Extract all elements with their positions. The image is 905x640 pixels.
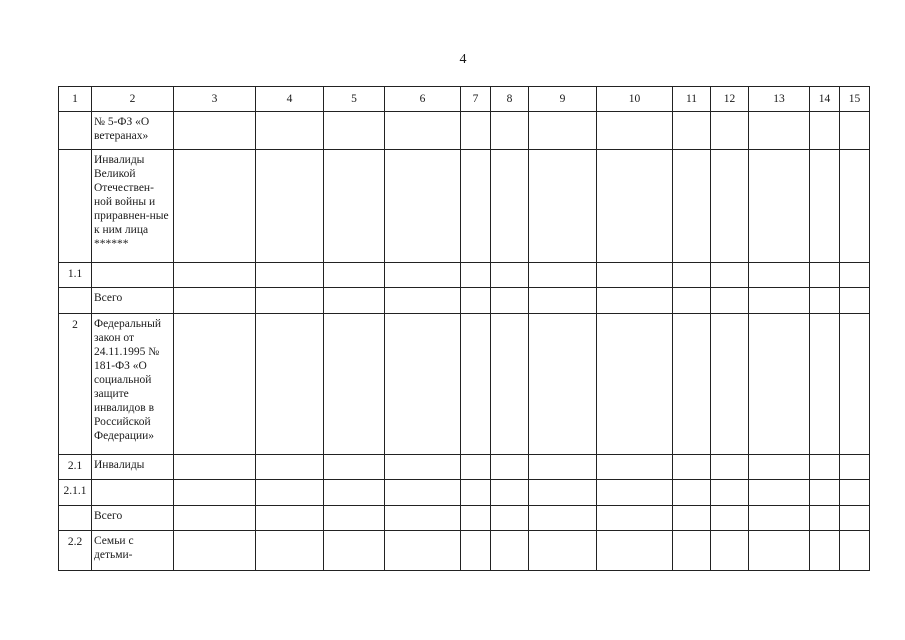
row-number-cell bbox=[59, 112, 92, 150]
empty-cell bbox=[385, 506, 461, 531]
column-header: 10 bbox=[597, 87, 673, 112]
empty-cell bbox=[461, 150, 491, 263]
empty-cell bbox=[840, 263, 870, 288]
empty-cell bbox=[673, 531, 711, 571]
empty-cell bbox=[840, 150, 870, 263]
table-row bbox=[59, 150, 870, 263]
empty-cell bbox=[491, 112, 529, 150]
empty-cell bbox=[673, 480, 711, 506]
empty-cell bbox=[840, 480, 870, 506]
empty-cell bbox=[597, 480, 673, 506]
empty-cell bbox=[810, 455, 840, 480]
empty-cell bbox=[256, 531, 324, 571]
empty-cell bbox=[174, 506, 256, 531]
row-label-cell: Всего bbox=[92, 506, 174, 531]
empty-cell bbox=[324, 263, 385, 288]
row-number-cell bbox=[59, 506, 92, 531]
column-header: 4 bbox=[256, 87, 324, 112]
empty-cell bbox=[174, 531, 256, 571]
empty-cell bbox=[461, 112, 491, 150]
page-number: 4 bbox=[459, 52, 467, 67]
empty-cell bbox=[529, 112, 597, 150]
table-row bbox=[59, 263, 870, 288]
empty-cell bbox=[749, 314, 810, 455]
empty-cell bbox=[749, 506, 810, 531]
empty-cell bbox=[491, 150, 529, 263]
empty-cell bbox=[529, 150, 597, 263]
column-header: 3 bbox=[174, 87, 256, 112]
column-header: 1 bbox=[59, 87, 92, 112]
empty-cell bbox=[810, 288, 840, 314]
empty-cell bbox=[256, 455, 324, 480]
row-number-cell: 2 bbox=[59, 314, 92, 455]
row-label-cell bbox=[92, 263, 174, 288]
row-number-cell bbox=[59, 150, 92, 263]
row-label-cell: Инвалиды Великой Отечествен-ной войны и приравнен-ные к ним лица ****** bbox=[92, 150, 174, 263]
empty-cell bbox=[529, 480, 597, 506]
empty-cell bbox=[597, 314, 673, 455]
empty-cell bbox=[810, 112, 840, 150]
empty-cell bbox=[749, 455, 810, 480]
empty-cell bbox=[673, 314, 711, 455]
empty-cell bbox=[711, 531, 749, 571]
empty-cell bbox=[256, 506, 324, 531]
empty-cell bbox=[385, 150, 461, 263]
empty-cell bbox=[810, 150, 840, 263]
column-header: 11 bbox=[673, 87, 711, 112]
empty-cell bbox=[461, 531, 491, 571]
empty-cell bbox=[174, 112, 256, 150]
empty-cell bbox=[749, 150, 810, 263]
row-label-cell: Федеральный закон от 24.11.1995 № 181-ФЗ «О социальной защите инвалидов в Российской Федерации» bbox=[92, 314, 174, 455]
empty-cell bbox=[749, 531, 810, 571]
column-header: 15 bbox=[840, 87, 870, 112]
empty-cell bbox=[711, 480, 749, 506]
column-header: 2 bbox=[92, 87, 174, 112]
empty-cell bbox=[673, 263, 711, 288]
empty-cell bbox=[529, 288, 597, 314]
table-row bbox=[59, 506, 870, 531]
empty-cell bbox=[461, 506, 491, 531]
empty-cell bbox=[324, 112, 385, 150]
empty-cell bbox=[461, 263, 491, 288]
empty-cell bbox=[385, 455, 461, 480]
empty-cell bbox=[529, 531, 597, 571]
empty-cell bbox=[711, 455, 749, 480]
table-row bbox=[59, 480, 870, 506]
empty-cell bbox=[673, 112, 711, 150]
column-header: 13 bbox=[749, 87, 810, 112]
table-row bbox=[59, 112, 870, 150]
empty-cell bbox=[810, 263, 840, 288]
empty-cell bbox=[810, 531, 840, 571]
row-label-cell: Всего bbox=[92, 288, 174, 314]
column-header: 14 bbox=[810, 87, 840, 112]
empty-cell bbox=[324, 150, 385, 263]
empty-cell bbox=[491, 455, 529, 480]
row-number-cell: 2.1.1 bbox=[59, 480, 92, 506]
empty-cell bbox=[597, 112, 673, 150]
empty-cell bbox=[597, 150, 673, 263]
empty-cell bbox=[673, 288, 711, 314]
empty-cell bbox=[491, 480, 529, 506]
column-header: 6 bbox=[385, 87, 461, 112]
empty-cell bbox=[749, 480, 810, 506]
empty-cell bbox=[461, 288, 491, 314]
empty-cell bbox=[711, 288, 749, 314]
row-label-cell: Инвалиды bbox=[92, 455, 174, 480]
empty-cell bbox=[324, 480, 385, 506]
empty-cell bbox=[385, 531, 461, 571]
empty-cell bbox=[256, 263, 324, 288]
empty-cell bbox=[491, 263, 529, 288]
column-header-row bbox=[59, 87, 870, 112]
data-table bbox=[58, 86, 870, 571]
empty-cell bbox=[673, 455, 711, 480]
empty-cell bbox=[711, 112, 749, 150]
empty-cell bbox=[385, 480, 461, 506]
empty-cell bbox=[840, 112, 870, 150]
empty-cell bbox=[324, 314, 385, 455]
empty-cell bbox=[174, 480, 256, 506]
empty-cell bbox=[385, 314, 461, 455]
empty-cell bbox=[174, 455, 256, 480]
row-number-cell bbox=[59, 288, 92, 314]
table-row bbox=[59, 288, 870, 314]
empty-cell bbox=[256, 112, 324, 150]
empty-cell bbox=[810, 480, 840, 506]
empty-cell bbox=[711, 506, 749, 531]
column-header: 12 bbox=[711, 87, 749, 112]
column-header: 5 bbox=[324, 87, 385, 112]
empty-cell bbox=[324, 531, 385, 571]
table-row bbox=[59, 531, 870, 571]
row-label-cell bbox=[92, 480, 174, 506]
empty-cell bbox=[491, 531, 529, 571]
empty-cell bbox=[711, 150, 749, 263]
empty-cell bbox=[840, 531, 870, 571]
empty-cell bbox=[491, 314, 529, 455]
empty-cell bbox=[749, 288, 810, 314]
empty-cell bbox=[491, 506, 529, 531]
empty-cell bbox=[324, 455, 385, 480]
empty-cell bbox=[174, 288, 256, 314]
empty-cell bbox=[529, 506, 597, 531]
row-number-cell: 2.1 bbox=[59, 455, 92, 480]
empty-cell bbox=[174, 314, 256, 455]
empty-cell bbox=[461, 455, 491, 480]
empty-cell bbox=[711, 263, 749, 288]
empty-cell bbox=[461, 314, 491, 455]
row-label-cell: Семьи с детьми- bbox=[92, 531, 174, 571]
row-number-cell: 1.1 bbox=[59, 263, 92, 288]
empty-cell bbox=[529, 314, 597, 455]
empty-cell bbox=[673, 150, 711, 263]
column-header: 9 bbox=[529, 87, 597, 112]
column-header: 8 bbox=[491, 87, 529, 112]
empty-cell bbox=[256, 314, 324, 455]
empty-cell bbox=[174, 263, 256, 288]
empty-cell bbox=[385, 112, 461, 150]
empty-cell bbox=[840, 506, 870, 531]
empty-cell bbox=[385, 288, 461, 314]
empty-cell bbox=[597, 288, 673, 314]
empty-cell bbox=[749, 263, 810, 288]
empty-cell bbox=[840, 314, 870, 455]
empty-cell bbox=[711, 314, 749, 455]
row-label-cell: № 5-ФЗ «О ветеранах» bbox=[92, 112, 174, 150]
empty-cell bbox=[461, 480, 491, 506]
empty-cell bbox=[597, 506, 673, 531]
empty-cell bbox=[256, 150, 324, 263]
empty-cell bbox=[597, 531, 673, 571]
empty-cell bbox=[597, 455, 673, 480]
empty-cell bbox=[529, 455, 597, 480]
column-header: 7 bbox=[461, 87, 491, 112]
empty-cell bbox=[324, 288, 385, 314]
empty-cell bbox=[749, 112, 810, 150]
table-row bbox=[59, 314, 870, 455]
empty-cell bbox=[673, 506, 711, 531]
empty-cell bbox=[529, 263, 597, 288]
table-row bbox=[59, 455, 870, 480]
empty-cell bbox=[491, 288, 529, 314]
empty-cell bbox=[256, 288, 324, 314]
empty-cell bbox=[256, 480, 324, 506]
empty-cell bbox=[385, 263, 461, 288]
row-number-cell: 2.2 bbox=[59, 531, 92, 571]
empty-cell bbox=[810, 506, 840, 531]
empty-cell bbox=[840, 455, 870, 480]
empty-cell bbox=[174, 150, 256, 263]
empty-cell bbox=[597, 263, 673, 288]
empty-cell bbox=[810, 314, 840, 455]
empty-cell bbox=[324, 506, 385, 531]
empty-cell bbox=[840, 288, 870, 314]
